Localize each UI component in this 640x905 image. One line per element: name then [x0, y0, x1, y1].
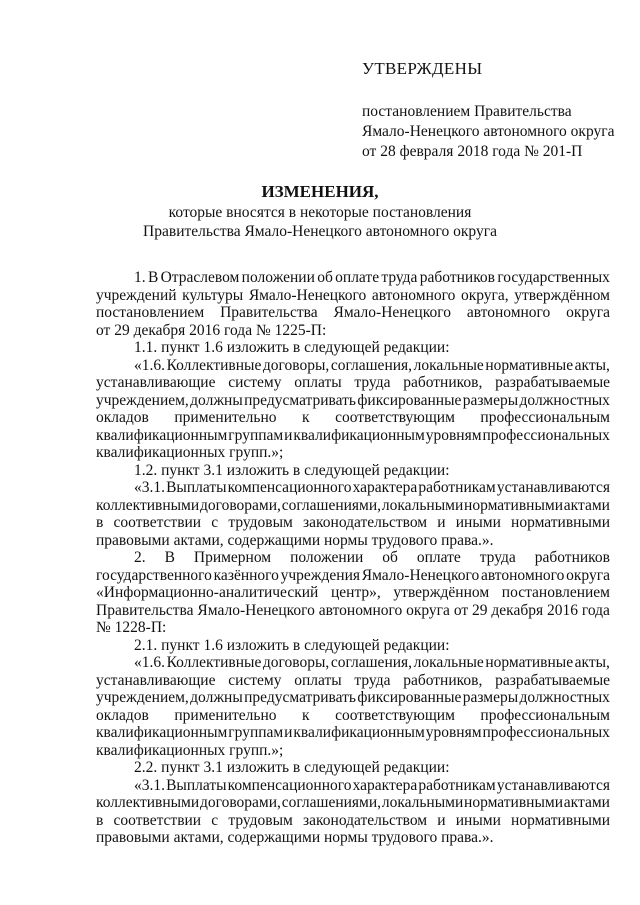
body-line: от 29 декабря 2016 года № 1225-П:: [96, 321, 327, 339]
body-line: «1.6. Коллективные договоры, соглашения, локальные нормативные акты,: [134, 654, 610, 671]
body-line: окладов применительно к соответствующим профессиональным: [96, 706, 610, 724]
approved-line: постановлением Правительства: [362, 103, 572, 120]
document-subtitle: [0, 203, 640, 241]
subtitle-line: Правительства Ямало-Ненецкого автономного округа: [143, 223, 497, 240]
document-body: [96, 269, 610, 847]
body-line: «Информационно-аналитический центр», утверждённом постановлением: [96, 584, 610, 601]
body-line: квалификационных групп.»;: [96, 444, 284, 461]
body-line: квалификационных групп.»;: [96, 741, 284, 759]
approved-line: Ямало-Ненецкого автономного округа: [362, 123, 615, 140]
body-line: постановлением Правительства Ямало-Ненецкого автономного округа: [96, 304, 610, 321]
body-line: в соответствии с трудовым законодательством и иными нормативными: [96, 514, 610, 531]
body-line: Правительства Ямало-Ненецкого автономного округа от 29 декабря 2016 года: [96, 601, 610, 619]
body-line: правовыми актами, содержащими нормы трудового права.».: [96, 829, 494, 846]
approval-stamp-block: [362, 58, 622, 162]
body-line: устанавливающие систему оплаты труда работников, разрабатываемые: [96, 374, 610, 391]
body-line: «3.1. Выплаты компенсационного характера работникам устанавливаются: [134, 479, 610, 496]
body-line: «1.6. Коллективные договоры, соглашения, локальные нормативные акты,: [134, 356, 610, 374]
body-line: коллективными договорами, соглашениями, локальными нормативными актами: [96, 794, 610, 811]
body-line: устанавливающие систему оплаты труда работников, разрабатываемые: [96, 671, 610, 689]
body-line: 2. В Примерном положении об оплате труда работников: [134, 549, 610, 566]
body-line: государственного казённого учреждения Ямало-Ненецкого автономного округа: [96, 566, 610, 584]
body-line: окладов применительно к соответствующим профессиональным: [96, 409, 610, 426]
body-line: квалификационным группам и квалификационным уровням профессиональных: [96, 724, 610, 741]
body-line: коллективными договорами, соглашениями, локальными нормативными актами: [96, 496, 610, 514]
body-line: учреждений культуры Ямало-Ненецкого автономного округа, утверждённом: [96, 286, 610, 304]
body-line: правовыми актами, содержащими нормы трудового права.».: [96, 531, 494, 549]
body-line: № 1228-П:: [96, 619, 167, 636]
body-line: 2.2. пункт 3.1 изложить в следующей редакции:: [134, 759, 450, 776]
body-line: квалификационным группам и квалификационным уровням профессиональных: [96, 426, 610, 444]
body-line: 1. В Отраслевом положении об оплате труда работников государственных: [134, 269, 610, 286]
approved-line: от 28 февраля 2018 года № 201-П: [362, 143, 583, 160]
body-line: учреждением, должны предусматривать фиксированные размеры должностных: [96, 689, 610, 706]
body-line: 1.2. пункт 3.1 изложить в следующей редакции:: [134, 461, 450, 479]
body-line: 2.1. пункт 1.6 изложить в следующей редакции:: [134, 636, 450, 654]
approved-heading: УТВЕРЖДЕНЫ: [362, 59, 483, 78]
document-title: ИЗМЕНЕНИЯ,: [261, 182, 379, 201]
body-line: в соответствии с трудовым законодательством и иными нормативными: [96, 811, 610, 829]
body-line: учреждением, должны предусматривать фиксированные размеры должностных: [96, 391, 610, 409]
subtitle-line: которые вносятся в некоторые постановления: [168, 204, 472, 221]
body-line: 1.1. пункт 1.6 изложить в следующей редакции:: [134, 339, 450, 356]
body-line: «3.1. Выплаты компенсационного характера работникам устанавливаются: [134, 776, 610, 794]
